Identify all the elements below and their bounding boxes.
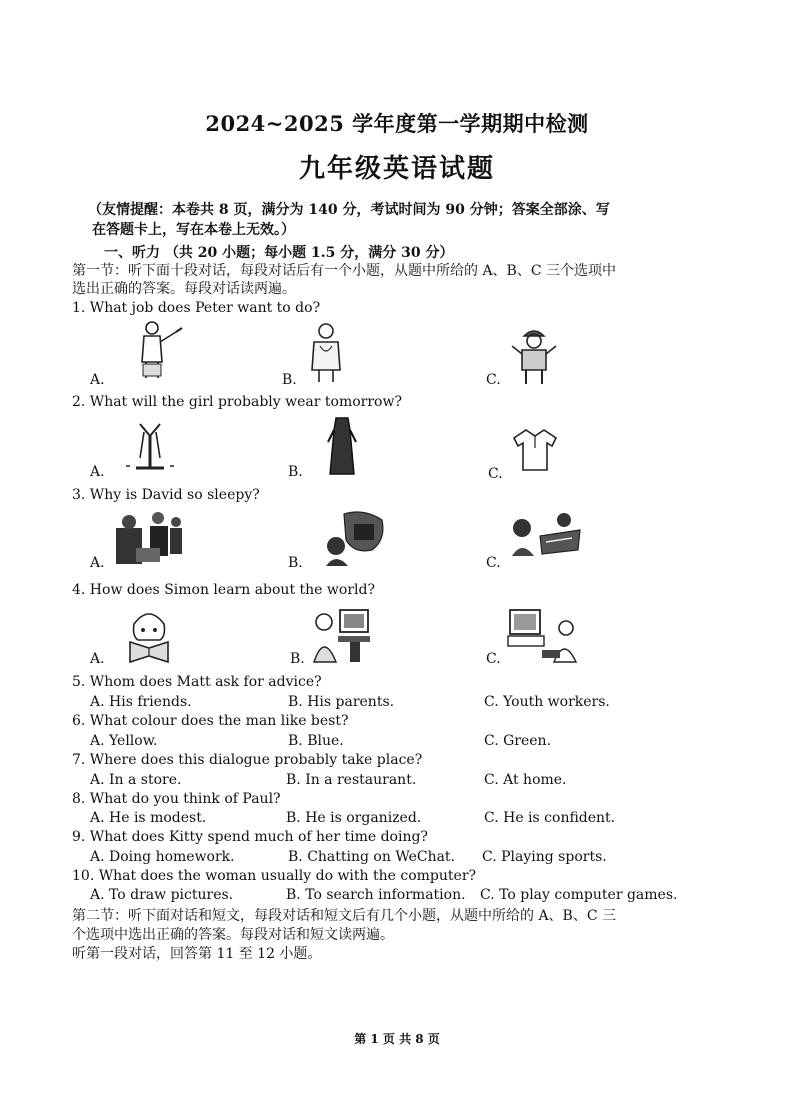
q5-option-a[interactable]: A. His friends. xyxy=(90,694,192,710)
q8-option-a[interactable]: A. He is modest. xyxy=(90,810,207,826)
question-5-stem: 5. Whom does Matt ask for advice? xyxy=(72,674,322,690)
question-10-stem: 10. What does the woman usually do with the computer? xyxy=(72,868,477,884)
page-number: 第 1 页 共 8 页 xyxy=(354,1032,440,1046)
q9-option-b[interactable]: B. Chatting on WeChat. xyxy=(288,849,456,865)
notice-line-2: 在答题卡上，写在本卷上无效。） xyxy=(92,222,295,238)
question-4-stem: 4. How does Simon learn about the world? xyxy=(72,582,375,598)
part1-intro-2: 选出正确的答案。每段对话读两遍。 xyxy=(72,281,296,297)
dress-icon xyxy=(324,416,360,476)
computer-icon xyxy=(310,606,372,664)
q10-option-c[interactable]: C. To play computer games. xyxy=(480,887,678,903)
question-1-stem: 1. What job does Peter want to do? xyxy=(72,300,321,316)
q1-option-a[interactable]: A. xyxy=(90,372,105,388)
q7-option-a[interactable]: A. In a store. xyxy=(90,772,182,788)
q3-option-a[interactable]: A. xyxy=(90,555,105,571)
studying-icon xyxy=(510,512,582,558)
question-6-stem: 6. What colour does the man like best? xyxy=(72,713,349,729)
q5-option-b[interactable]: B. His parents. xyxy=(288,694,395,710)
part2-instruction: 听第一段对话，回答第 11 至 12 小题。 xyxy=(72,946,322,962)
q2-option-a[interactable]: A. xyxy=(90,464,105,480)
question-8-stem: 8. What do you think of Paul? xyxy=(72,791,281,807)
coat-hanger-icon xyxy=(122,418,178,474)
question-9-stem: 9. What does Kitty spend much of her time doing? xyxy=(72,829,428,845)
exam-subtitle: 九年级英语试题 xyxy=(298,154,495,184)
listening-section-heading: 一、听力 （共 20 小题；每小题 1.5 分，满分 30 分） xyxy=(104,245,454,261)
teacher-icon xyxy=(132,320,184,382)
q2-option-b[interactable]: B. xyxy=(288,464,303,480)
notice-line-1: （友情提醒：本卷共 8 页，满分为 140 分，考试时间为 90 分钟；答案全部涂、写 xyxy=(88,202,610,218)
q7-option-c[interactable]: C. At home. xyxy=(484,772,567,788)
q4-option-a[interactable]: A. xyxy=(90,651,105,667)
question-2-stem: 2. What will the girl probably wear tomorrow? xyxy=(72,394,402,410)
q4-option-b[interactable]: B. xyxy=(290,651,305,667)
q1-option-b[interactable]: B. xyxy=(282,372,297,388)
exam-notice xyxy=(88,200,708,240)
part2-intro-2: 个选项中选出正确的答案。每段对话和短文读两遍。 xyxy=(72,927,394,943)
q9-option-c[interactable]: C. Playing sports. xyxy=(482,849,607,865)
television-icon xyxy=(506,606,578,664)
q1-option-c[interactable]: C. xyxy=(486,372,501,388)
q9-option-a[interactable]: A. Doing homework. xyxy=(90,849,235,865)
question-3-stem: 3. Why is David so sleepy? xyxy=(72,487,260,503)
q2-option-c[interactable]: C. xyxy=(488,466,503,482)
tv-watching-icon xyxy=(324,510,388,568)
polo-shirt-icon xyxy=(512,428,558,472)
q10-option-a[interactable]: A. To draw pictures. xyxy=(90,887,234,903)
part2-intro-1: 第二节：听下面对话和短文，每段对话和短文后有几个小题，从题中所给的 A、B、C 三 xyxy=(72,908,617,924)
q5-option-c[interactable]: C. Youth workers. xyxy=(484,694,610,710)
q6-option-c[interactable]: C. Green. xyxy=(484,733,552,749)
part1-intro-1: 第一节：听下面十段对话，每段对话后有一个小题，从题中所给的 A、B、C 三个选项中 xyxy=(72,263,617,279)
q3-option-b[interactable]: B. xyxy=(288,555,303,571)
q8-option-b[interactable]: B. He is organized. xyxy=(286,810,422,826)
question-7-stem: 7. Where does this dialogue probably take place? xyxy=(72,752,423,768)
q4-option-c[interactable]: C. xyxy=(486,651,501,667)
q6-option-a[interactable]: A. Yellow. xyxy=(90,733,158,749)
worker-icon xyxy=(508,326,560,386)
q7-option-b[interactable]: B. In a restaurant. xyxy=(286,772,417,788)
doctor-icon xyxy=(306,322,346,384)
exam-title: 2024~2025 学年度第一学期期中检测 xyxy=(205,111,589,136)
q10-option-b[interactable]: B. To search information. xyxy=(286,887,466,903)
q6-option-b[interactable]: B. Blue. xyxy=(288,733,344,749)
reading-icon xyxy=(124,606,174,664)
q3-option-c[interactable]: C. xyxy=(486,555,501,571)
party-icon xyxy=(112,508,184,568)
q8-option-c[interactable]: C. He is confident. xyxy=(484,810,616,826)
